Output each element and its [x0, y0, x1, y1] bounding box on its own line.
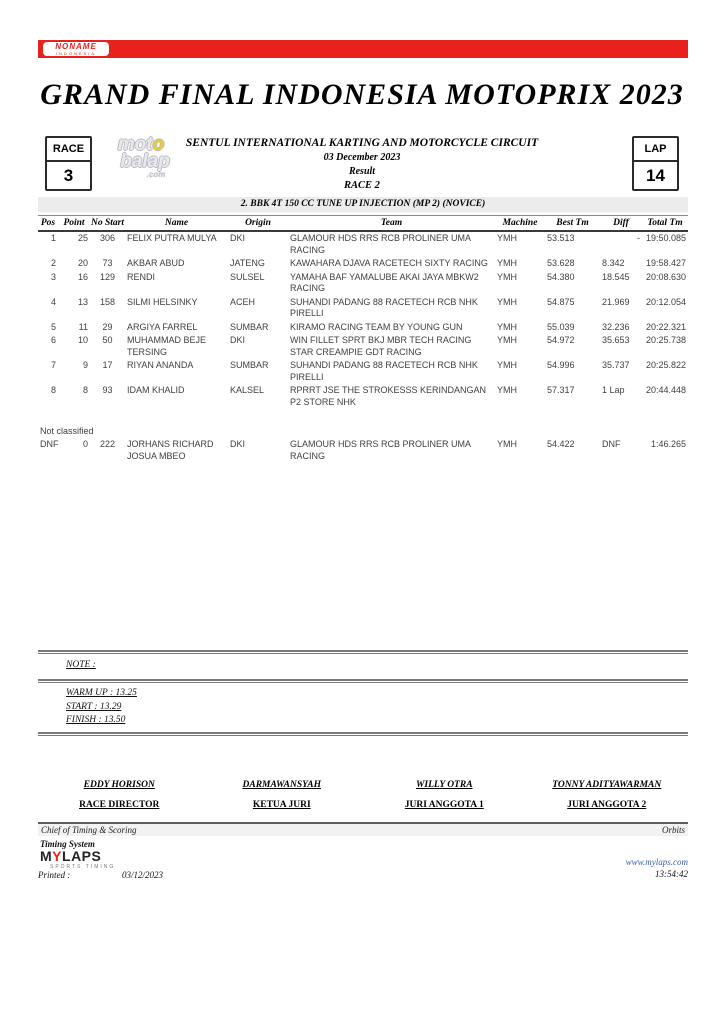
cell-machine: YMH	[497, 335, 517, 345]
printed-time: 13:54:42	[655, 869, 688, 879]
cell-name: ARGIYA FARREL	[127, 321, 198, 332]
cell-diff: 35.737	[602, 360, 630, 370]
cell-origin: SUMBAR	[230, 321, 269, 332]
cell-total: 20:22.321	[645, 321, 686, 332]
cell-team: WIN FILLET SPRT BKJ MBR TECH RACING STAR CREAMPIE GDT RACING	[290, 335, 472, 357]
column-header-name: Name	[164, 218, 189, 228]
cell-team: KIRAMO RACING TEAM BY YOUNG GUN	[290, 321, 463, 332]
cell-name: IDAM KHALID	[127, 385, 185, 395]
cell-team: SUHANDI PADANG 88 RACETECH RCB NHK PIRELLI	[290, 296, 478, 318]
table-row	[38, 271, 688, 296]
official-title: KETUA JURI	[252, 800, 311, 810]
cell-origin: DKI	[230, 439, 246, 449]
cell-best: 54.380	[547, 271, 575, 282]
noname-logo-text: NONAME	[55, 41, 97, 51]
cell-best: 55.039	[547, 321, 575, 332]
event-info	[150, 137, 574, 192]
official-title: JURI ANGGOTA 1	[404, 800, 484, 810]
cell-no: 306	[99, 233, 116, 243]
cell-no: 129	[99, 271, 116, 282]
finish-time: FINISH : 13.50	[66, 715, 126, 725]
cell-diff: 21.969	[602, 296, 630, 307]
event-date: 03 December 2023	[323, 152, 401, 163]
table-row	[38, 359, 688, 384]
cell-name: AKBAR ABUD	[127, 258, 185, 268]
cell-team: GLAMOUR HDS RRS RCB PROLINER UMA RACING	[290, 233, 471, 255]
cell-best: 54.972	[547, 335, 575, 345]
cell-no: 158	[99, 296, 116, 307]
noname-logo-subtext: INDONESIA	[55, 50, 96, 56]
cell-point: 11	[78, 321, 88, 332]
column-header-pos: Pos	[40, 218, 56, 228]
officials-row	[38, 780, 688, 810]
cell-diff: 1 Lap	[602, 385, 625, 395]
column-header-point: Point	[63, 218, 85, 228]
cell-best: 57.317	[547, 385, 575, 395]
results-table	[38, 215, 688, 409]
cell-team: KAWAHARA DJAVA RACETECH SIXTY RACING	[290, 258, 488, 268]
separator-line	[38, 679, 688, 683]
cell-name: SILMI HELSINKY	[127, 296, 198, 307]
chief-timing-band	[38, 822, 688, 836]
results-section	[38, 215, 688, 463]
cell-team: SUHANDI PADANG 88 RACETECH RCB NHK PIRELLI	[290, 360, 478, 382]
cell-diff: 8.342	[602, 258, 625, 268]
cell-origin: ACEH	[230, 296, 256, 307]
printed-label: Printed :	[38, 870, 71, 880]
not-classified-label: Not classified	[40, 426, 94, 436]
cell-best: 53.628	[547, 258, 575, 268]
cell-pos: 2	[50, 258, 56, 268]
result-label: Result	[348, 166, 376, 177]
column-header-total: Total Tm	[647, 218, 683, 228]
table-header-row	[38, 216, 688, 232]
cell-point: 10	[77, 335, 88, 345]
category-bar: 2. BBK 4T 150 CC TUNE UP INJECTION (MP 2) (NOVICE)	[38, 197, 688, 212]
noname-logo	[43, 42, 109, 56]
cell-name: MUHAMMAD BEJE TERSING	[127, 335, 207, 357]
official-title: RACE DIRECTOR	[79, 800, 160, 810]
lap-number: 14	[646, 166, 665, 185]
cell-pos: 7	[50, 360, 56, 370]
cell-pos: 3	[50, 271, 56, 282]
not-classified-table	[38, 438, 688, 463]
cell-diff: 32.236	[602, 321, 630, 332]
cell-diff: 35.653	[602, 335, 630, 345]
motobalap-logo-com: .com	[146, 170, 166, 180]
cell-point: 9	[82, 360, 88, 370]
cell-best: 54.422	[547, 439, 575, 449]
table-row	[38, 231, 688, 257]
cell-origin: JATENG	[230, 258, 265, 268]
cell-machine: YMH	[497, 233, 517, 243]
official-race-director	[38, 780, 201, 810]
official-name: EDDY HORISON	[83, 780, 155, 790]
official-title: JURI ANGGOTA 2	[567, 800, 647, 810]
cell-origin: DKI	[230, 233, 246, 243]
race-number: 3	[63, 166, 74, 185]
cell-best: 53.513	[547, 233, 575, 243]
cell-point: 8	[82, 385, 88, 395]
cell-total: 20:25.738	[645, 335, 686, 345]
motobalap-logo-o: o	[152, 134, 165, 155]
cell-point: 25	[77, 233, 88, 243]
note-label: NOTE :	[66, 660, 96, 670]
lap-box	[632, 136, 679, 191]
cell-point: 13	[77, 296, 88, 307]
chief-timing-label: Chief of Timing & Scoring	[41, 825, 137, 835]
schedule-times	[66, 687, 688, 728]
separator-line	[38, 650, 688, 654]
race-name: RACE 2	[344, 180, 380, 191]
column-header-no: No Start	[91, 218, 124, 228]
cell-team: YAMAHA BAF YAMALUBE AKAI JAYA MBKW2 RACING	[290, 271, 479, 293]
official-name: TONNY ADITYAWARMAN	[552, 780, 662, 790]
cell-origin: DKI	[230, 335, 246, 345]
cell-point: 16	[77, 271, 88, 282]
cell-pos: 4	[50, 296, 56, 307]
cell-diff: 18.545	[602, 271, 630, 282]
cell-total: 20:25.822	[645, 360, 686, 370]
top-red-bar	[38, 40, 688, 58]
table-row	[38, 296, 688, 321]
cell-total: 1:46.265	[650, 439, 686, 449]
cell-pos: DNF	[40, 439, 59, 449]
orbits-label: Orbits	[661, 825, 685, 835]
cell-diff: DNF	[602, 439, 621, 449]
cell-no: 73	[102, 258, 113, 268]
page-title: GRAND FINAL INDONESIA MOTOPRIX 2023	[40, 78, 684, 111]
mylaps-website-link: www.mylaps.com	[625, 857, 688, 867]
cell-best: 54.996	[547, 360, 575, 370]
start-time: START : 13.29	[66, 701, 122, 712]
cell-total: 20:12.054	[645, 296, 686, 307]
cell-machine: YMH	[497, 296, 517, 307]
cell-no: 29	[102, 321, 113, 332]
cell-point: 0	[82, 439, 88, 449]
warmup-time: WARM UP : 13.25	[66, 688, 137, 698]
cell-best: 54.875	[547, 296, 575, 307]
cell-machine: YMH	[497, 258, 517, 268]
table-row	[38, 257, 688, 271]
cell-name: RENDI	[127, 271, 156, 282]
separator-line	[38, 732, 688, 736]
official-ketua-juri	[201, 780, 364, 810]
cell-machine: YMH	[497, 321, 517, 332]
table-row	[38, 384, 688, 409]
cell-machine: YMH	[497, 439, 517, 449]
table-row	[38, 438, 688, 463]
cell-pos: 8	[50, 385, 56, 395]
cell-origin: SULSEL	[230, 271, 265, 282]
lap-label: LAP	[634, 138, 677, 162]
cell-pos: 1	[50, 233, 56, 243]
cell-origin: KALSEL	[230, 385, 265, 395]
race-box	[45, 136, 92, 191]
cell-total: 19:50.085	[645, 233, 686, 243]
cell-total: 19:58.427	[645, 258, 686, 268]
cell-pos: 5	[50, 321, 56, 332]
official-juri-anggota-2	[526, 780, 689, 810]
cell-team: RPRRT JSE THE STROKESSS KERINDANGAN P2 STORE NHK	[290, 385, 487, 407]
motobalap-logo-balap: balap	[120, 151, 170, 173]
cell-machine: YMH	[497, 385, 517, 395]
column-header-team: Team	[380, 218, 403, 228]
cell-pos: 6	[50, 335, 56, 345]
printed-date: 03/12/2023	[122, 870, 164, 880]
column-header-machine: Machine	[502, 218, 538, 228]
cell-no: 222	[99, 439, 116, 449]
cell-no: 93	[102, 385, 113, 395]
cell-no: 17	[102, 360, 113, 370]
cell-name: JORHANS RICHARD JOSUA MBEO	[127, 439, 214, 461]
official-name: DARMAWANSYAH	[242, 780, 321, 790]
table-row	[38, 334, 688, 359]
column-header-diff: Diff	[613, 218, 629, 228]
cell-origin: SUMBAR	[230, 360, 269, 370]
note-section	[38, 650, 688, 736]
table-row	[38, 321, 688, 335]
cell-diff: -	[637, 233, 640, 243]
column-header-origin: Origin	[245, 218, 271, 228]
cell-total: 20:44.448	[645, 385, 686, 395]
column-header-best: Best Tm	[556, 218, 589, 228]
mylaps-logo	[40, 849, 115, 870]
event-circuit: SENTUL INTERNATIONAL KARTING AND MOTORCYCLE CIRCUIT	[185, 137, 539, 149]
cell-total: 20:08.630	[645, 271, 686, 282]
cell-machine: YMH	[497, 271, 517, 282]
official-juri-anggota-1	[363, 780, 526, 810]
mylaps-tagline: SPORTS TIMING	[50, 864, 116, 870]
cell-point: 20	[77, 258, 88, 268]
cell-name: RIYAN ANANDA	[127, 360, 194, 370]
motobalap-logo-moto: moto	[117, 134, 165, 155]
mylaps-wordmark: MYLAPS	[40, 848, 102, 864]
cell-name: FELIX PUTRA MULYA	[127, 233, 217, 243]
official-name: WILLY OTRA	[415, 780, 473, 790]
cell-machine: YMH	[497, 360, 517, 370]
cell-no: 50	[102, 335, 113, 345]
race-label: RACE	[47, 138, 90, 162]
timing-system-label: Timing System	[40, 839, 95, 849]
cell-team: GLAMOUR HDS RRS RCB PROLINER UMA RACING	[290, 439, 471, 461]
mylaps-red-y: Y	[52, 848, 63, 864]
